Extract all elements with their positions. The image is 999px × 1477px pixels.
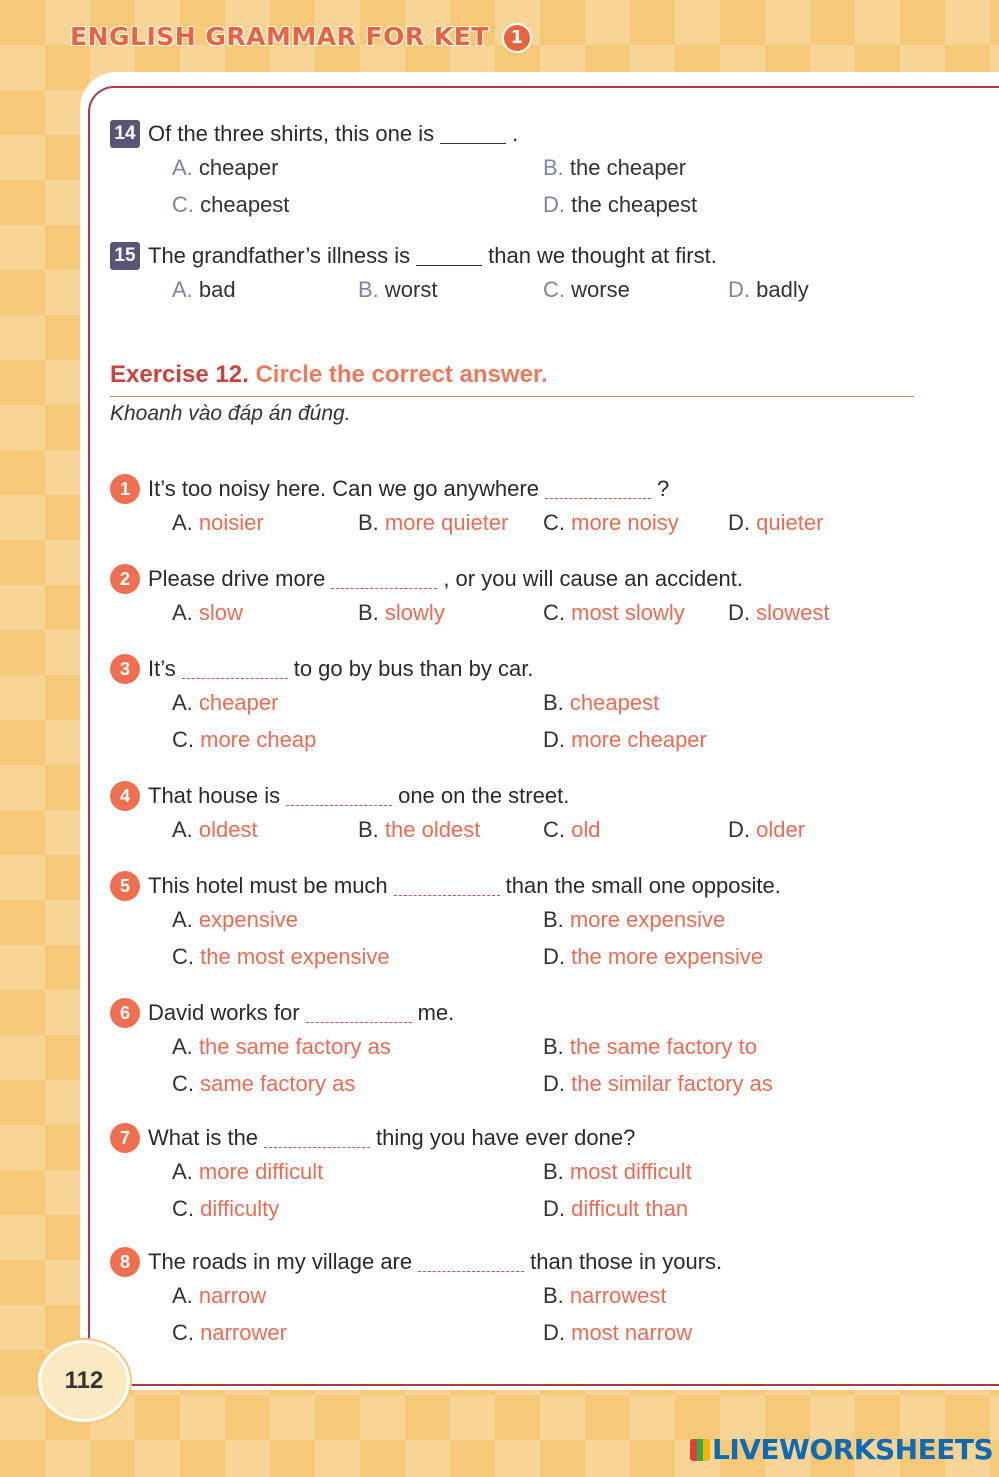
question-text-end: than the small one opposite. (505, 873, 781, 898)
question-text-end: ? (656, 476, 670, 501)
options-row (110, 684, 939, 721)
option-b[interactable]: B. cheapest (543, 690, 660, 715)
volume-badge: 1 (502, 23, 532, 53)
option-c[interactable]: C. old (543, 817, 601, 842)
option-a[interactable]: A. cheaper (172, 690, 279, 715)
option-c[interactable]: C. narrower (172, 1320, 287, 1345)
option-c[interactable]: C. more cheap (172, 727, 317, 752)
option-a[interactable]: A. narrow (172, 1283, 267, 1308)
question-number: 3 (110, 654, 140, 684)
question-2 (110, 564, 939, 631)
question-text: The roads in my village are (148, 1249, 413, 1274)
option-c[interactable]: C. most slowly (543, 600, 685, 625)
options-row (110, 186, 939, 223)
option-d[interactable]: D. more cheaper (543, 727, 707, 752)
question-number: 7 (110, 1123, 140, 1153)
option-b[interactable]: B. worst (358, 277, 438, 302)
answer-blank[interactable] (440, 125, 506, 144)
question-text-end: , or you will cause an accident. (443, 566, 743, 591)
option-b[interactable]: B. most difficult (543, 1159, 692, 1184)
answer-blank[interactable] (545, 480, 651, 499)
question-text: It’s (148, 656, 176, 681)
option-c[interactable]: C. worse (543, 277, 630, 302)
question-text: Of the three shirts, this one is (148, 121, 435, 146)
option-d[interactable]: D. most narrow (543, 1320, 693, 1345)
page-number: 112 (38, 1340, 130, 1422)
answer-blank[interactable] (286, 787, 392, 806)
question-1 (110, 474, 939, 541)
option-a[interactable]: A. oldest (172, 817, 258, 842)
option-d[interactable]: D. the more expensive (543, 944, 764, 969)
options-row (110, 938, 939, 975)
option-a[interactable]: A. more difficult (172, 1159, 324, 1184)
option-a[interactable]: A. the same factory as (172, 1034, 391, 1059)
option-d[interactable]: D. difficult than (543, 1196, 689, 1221)
question-number: 8 (110, 1247, 140, 1277)
question-text-end: than we thought at first. (488, 243, 717, 268)
option-a[interactable]: A. cheaper (172, 155, 279, 180)
question-text-end: one on the street. (398, 783, 570, 808)
brand-watermark: LIVEWORKSHEETS (690, 1433, 993, 1466)
question-text: That house is (148, 783, 281, 808)
question-number: 15 (110, 242, 140, 270)
question-6 (110, 998, 939, 1102)
question-14 (110, 119, 939, 223)
option-c[interactable]: C. more noisy (543, 510, 679, 535)
question-5 (110, 871, 939, 975)
answer-blank[interactable] (264, 1129, 370, 1148)
question-7 (110, 1123, 939, 1227)
option-a[interactable]: A. noisier (172, 510, 264, 535)
answer-blank[interactable] (306, 1004, 412, 1023)
option-d[interactable]: D. the cheapest (543, 192, 698, 217)
question-number: 6 (110, 998, 140, 1028)
option-c[interactable]: C. the most expensive (172, 944, 390, 969)
option-d[interactable]: D. slowest (728, 600, 830, 625)
book-title: ENGLISH GRAMMAR FOR KET 1 (70, 22, 532, 53)
question-text-end: me. (417, 1000, 455, 1025)
options-row (110, 504, 939, 541)
exercise-instruction: Circle the correct answer. (255, 361, 548, 388)
option-a[interactable]: A. expensive (172, 907, 298, 932)
answer-blank[interactable] (416, 247, 482, 266)
answer-blank[interactable] (182, 660, 288, 679)
question-text-end: to go by bus than by car. (293, 656, 534, 681)
options-row (110, 1277, 939, 1314)
answer-blank[interactable] (331, 570, 437, 589)
answer-blank[interactable] (394, 877, 500, 896)
exercise-label: Exercise 12. (110, 361, 249, 388)
options-row (110, 901, 939, 938)
options-row (110, 721, 939, 758)
options-row (110, 1314, 939, 1351)
option-b[interactable]: B. more expensive (543, 907, 726, 932)
option-c[interactable]: C. same factory as (172, 1071, 356, 1096)
options-row (110, 594, 939, 631)
options-row (110, 1190, 939, 1227)
option-a[interactable]: A. slow (172, 600, 243, 625)
question-number: 2 (110, 564, 140, 594)
question-number: 5 (110, 871, 140, 901)
question-number: 1 (110, 474, 140, 504)
option-a[interactable]: A. bad (172, 277, 236, 302)
option-b[interactable]: B. the oldest (358, 817, 481, 842)
answer-blank[interactable] (418, 1253, 524, 1272)
question-text: What is the (148, 1125, 259, 1150)
question-number: 4 (110, 781, 140, 811)
question-15 (110, 241, 939, 308)
exercise-heading (110, 358, 914, 397)
question-text-end: thing you have ever done? (376, 1125, 636, 1150)
question-text-end: than those in yours. (530, 1249, 723, 1274)
options-row (110, 271, 939, 308)
liveworksheets-logo-icon (690, 1439, 710, 1461)
option-b[interactable]: B. the same factory to (543, 1034, 758, 1059)
option-b[interactable]: B. more quieter (358, 510, 509, 535)
exercise-subtitle: Khoanh vào đáp án đúng. (110, 402, 351, 425)
question-text: Please drive more (148, 566, 326, 591)
options-row (110, 811, 939, 848)
question-number: 14 (110, 120, 140, 148)
options-row (110, 149, 939, 186)
question-text: The grandfather’s illness is (148, 243, 411, 268)
option-d[interactable]: D. quieter (728, 510, 824, 535)
option-b[interactable]: B. narrowest (543, 1283, 667, 1308)
question-text-end: . (512, 121, 519, 146)
question-4 (110, 781, 939, 848)
question-8 (110, 1247, 939, 1351)
option-d[interactable]: D. the similar factory as (543, 1071, 773, 1096)
options-row (110, 1028, 939, 1065)
option-b[interactable]: B. the cheaper (543, 155, 687, 180)
option-c[interactable]: C. difficulty (172, 1196, 280, 1221)
options-row (110, 1065, 939, 1102)
option-c[interactable]: C. cheapest (172, 192, 290, 217)
option-b[interactable]: B. slowly (358, 600, 445, 625)
footer-rule (124, 1384, 999, 1386)
option-d[interactable]: D. older (728, 817, 806, 842)
question-text: It’s too noisy here. Can we go anywhere (148, 476, 539, 501)
question-text: This hotel must be much (148, 873, 388, 898)
options-row (110, 1153, 939, 1190)
question-text: David works for (148, 1000, 300, 1025)
option-d[interactable]: D. badly (728, 277, 809, 302)
question-3 (110, 654, 939, 758)
